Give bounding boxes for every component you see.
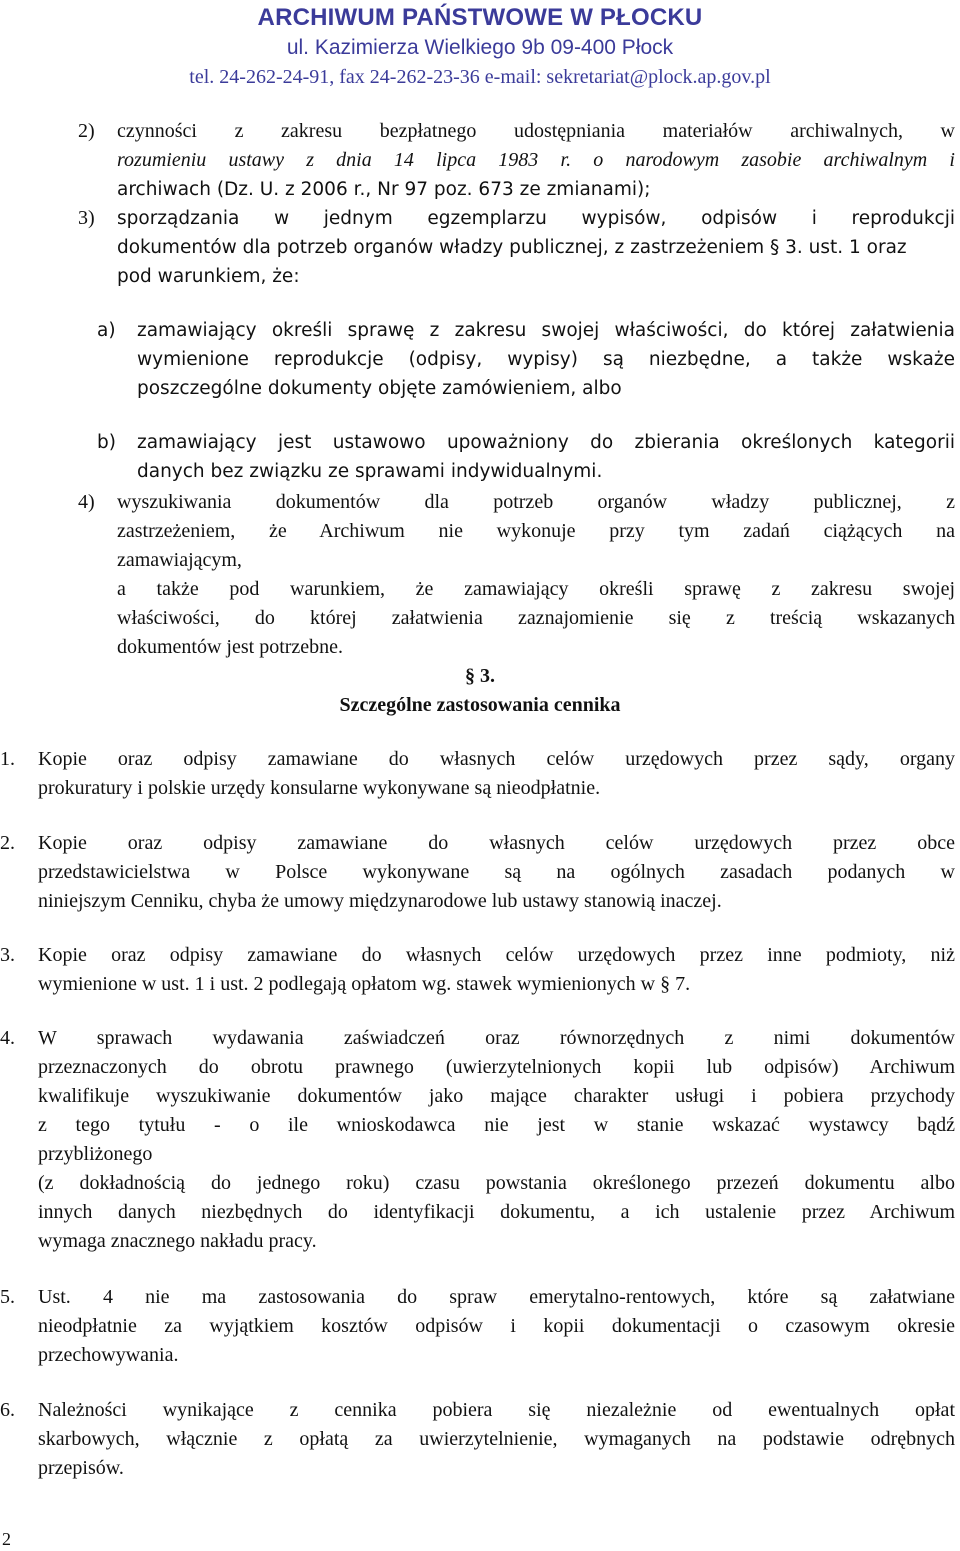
point-number: 2. xyxy=(0,832,15,854)
list-item-3 xyxy=(117,204,955,291)
text-line: przeznaczonych do obrotu prawnego (uwierzytelnionych kopii lub odpisów) Archiwum xyxy=(38,1056,955,1078)
list-item-4 xyxy=(117,488,955,662)
point-6 xyxy=(38,1396,955,1483)
text-line: wymienione w ust. 1 i ust. 2 podlegają opłatom wg. stawek wymienionych w § 7. xyxy=(38,973,691,995)
text-line: kwalifikuje wyszukiwanie dokumentów jako mające charakter usługi i pobiera przychody xyxy=(38,1085,955,1107)
text-line: W sprawach wydawania zaświadczeń oraz równorzędnych z nimi dokumentów xyxy=(38,1027,955,1049)
text-line: innych danych niezbędnych do identyfikacji dokumentu, a ich ustalenie przez Archiwum xyxy=(38,1201,955,1223)
text-line: przedstawicielstwa w Polsce wykonywane są na ogólnych zasadach podanych w xyxy=(38,861,955,883)
text-line: z tego tytułu - o ile wnioskodawca nie jest w stanie wskazać wystawcy bądź xyxy=(38,1114,955,1136)
text-line: skarbowych, włącznie z opłatą za uwierzytelnienie, wymaganych na podstawie odrębnych xyxy=(38,1428,955,1450)
sub-item-a xyxy=(137,316,955,403)
page-number: 2 xyxy=(2,1529,11,1549)
text-line: Należności wynikające z cennika pobiera się niezależnie od ewentualnych opłat xyxy=(38,1399,955,1421)
text-line: rozumieniu ustawy z dnia 14 lipca 1983 r. o narodowym zasobie archiwalnym i xyxy=(117,149,955,171)
point-1 xyxy=(38,745,955,803)
list-item-number: 4) xyxy=(78,491,95,513)
text-line: dokumentów dla potrzeb organów władzy publicznej, z zastrzeżeniem § 3. ust. 1 oraz xyxy=(117,237,907,258)
point-5 xyxy=(38,1283,955,1370)
section-number: § 3. xyxy=(465,665,495,687)
archive-address: ul. Kazimierza Wielkiego 9b 09-400 Płock xyxy=(286,36,674,59)
text-line: archiwach (Dz. U. z 2006 r., Nr 97 poz. 673 ze zmianami); xyxy=(117,179,651,200)
text-line: dokumentów jest potrzebne. xyxy=(117,636,344,658)
point-number: 5. xyxy=(0,1286,15,1308)
text-line: a także pod warunkiem, że zamawiający określi sprawę z zakresu swojej xyxy=(117,578,955,600)
list-item-number: 2) xyxy=(78,120,95,142)
point-number: 6. xyxy=(0,1399,15,1421)
list-item-number: 3) xyxy=(78,207,95,229)
text-line: przechowywania. xyxy=(38,1344,179,1366)
section-title: Szczególne zastosowania cennika xyxy=(339,694,621,716)
text-line: Kopie oraz odpisy zamawiane do własnych celów urzędowych przez inne podmioty, niż xyxy=(38,944,955,966)
sub-item-letter: b) xyxy=(97,432,116,453)
text-line: przybliżonego xyxy=(38,1143,153,1165)
text-line: nieodpłatnie za wyjątkiem kosztów odpisów i kopii dokumentacji o czasowym okresie xyxy=(38,1315,955,1337)
text-line: zamawiający określi sprawę z zakresu swojej właściwości, do której załatwienia xyxy=(137,320,955,341)
archive-contact: tel. 24-262-24-91, fax 24-262-23-36 e-mail: sekretariat@plock.ap.gov.pl xyxy=(189,66,771,88)
text-line: zastrzeżeniem, że Archiwum nie wykonuje przy tym zadań ciążących na xyxy=(117,520,955,542)
list-item-2 xyxy=(117,117,955,204)
text-line: Kopie oraz odpisy zamawiane do własnych celów urzędowych przez obce xyxy=(38,832,955,854)
text-line: prokuratury i polskie urzędy konsularne wykonywane są nieodpłatnie. xyxy=(38,777,601,799)
text-line: czynności z zakresu bezpłatnego udostępniania materiałów archiwalnych, w xyxy=(117,120,955,142)
sub-item-letter: a) xyxy=(97,320,116,341)
text-line: właściwości, do której załatwienia zaznajomienie się z treścią wskazanych xyxy=(117,607,955,629)
text-line: przepisów. xyxy=(38,1457,124,1479)
text-line: wymaga znacznego nakładu pracy. xyxy=(38,1230,317,1252)
text-line: wymienione reprodukcje (odpisy, wypisy) są niezbędne, a także wskaże xyxy=(137,349,955,370)
point-number: 4. xyxy=(0,1027,15,1049)
sub-item-b xyxy=(137,428,955,486)
text-line: pod warunkiem, że: xyxy=(117,266,300,287)
text-line: (z dokładnością do jednego roku) czasu powstania określonego przezeń dokumentu albo xyxy=(38,1172,955,1194)
point-number: 3. xyxy=(0,944,15,966)
point-3 xyxy=(38,941,955,999)
text-line: zamawiającym, xyxy=(117,549,242,571)
text-line: Kopie oraz odpisy zamawiane do własnych celów urzędowych przez sądy, organy xyxy=(38,748,955,770)
text-line: wyszukiwania dokumentów dla potrzeb organów władzy publicznej, z xyxy=(117,491,955,513)
point-number: 1. xyxy=(0,748,15,770)
text-line: niniejszym Cenniku, chyba że umowy międzynarodowe lub ustawy stanowią inaczej. xyxy=(38,890,722,912)
archive-name: ARCHIWUM PAŃSTWOWE W PŁOCKU xyxy=(257,4,703,31)
point-4 xyxy=(38,1024,955,1256)
text-line: zamawiający jest ustawowo upoważniony do zbierania określonych kategorii xyxy=(137,432,955,453)
text-line: danych bez związku ze sprawami indywidualnymi. xyxy=(137,461,603,482)
text-line: Ust. 4 nie ma zastosowania do spraw emerytalno-rentowych, które są załatwiane xyxy=(38,1286,955,1308)
text-line: sporządzania w jednym egzemplarzu wypisów, odpisów i reprodukcji xyxy=(117,208,955,229)
text-line: poszczególne dokumenty objęte zamówieniem, albo xyxy=(137,378,622,399)
point-2 xyxy=(38,829,955,916)
